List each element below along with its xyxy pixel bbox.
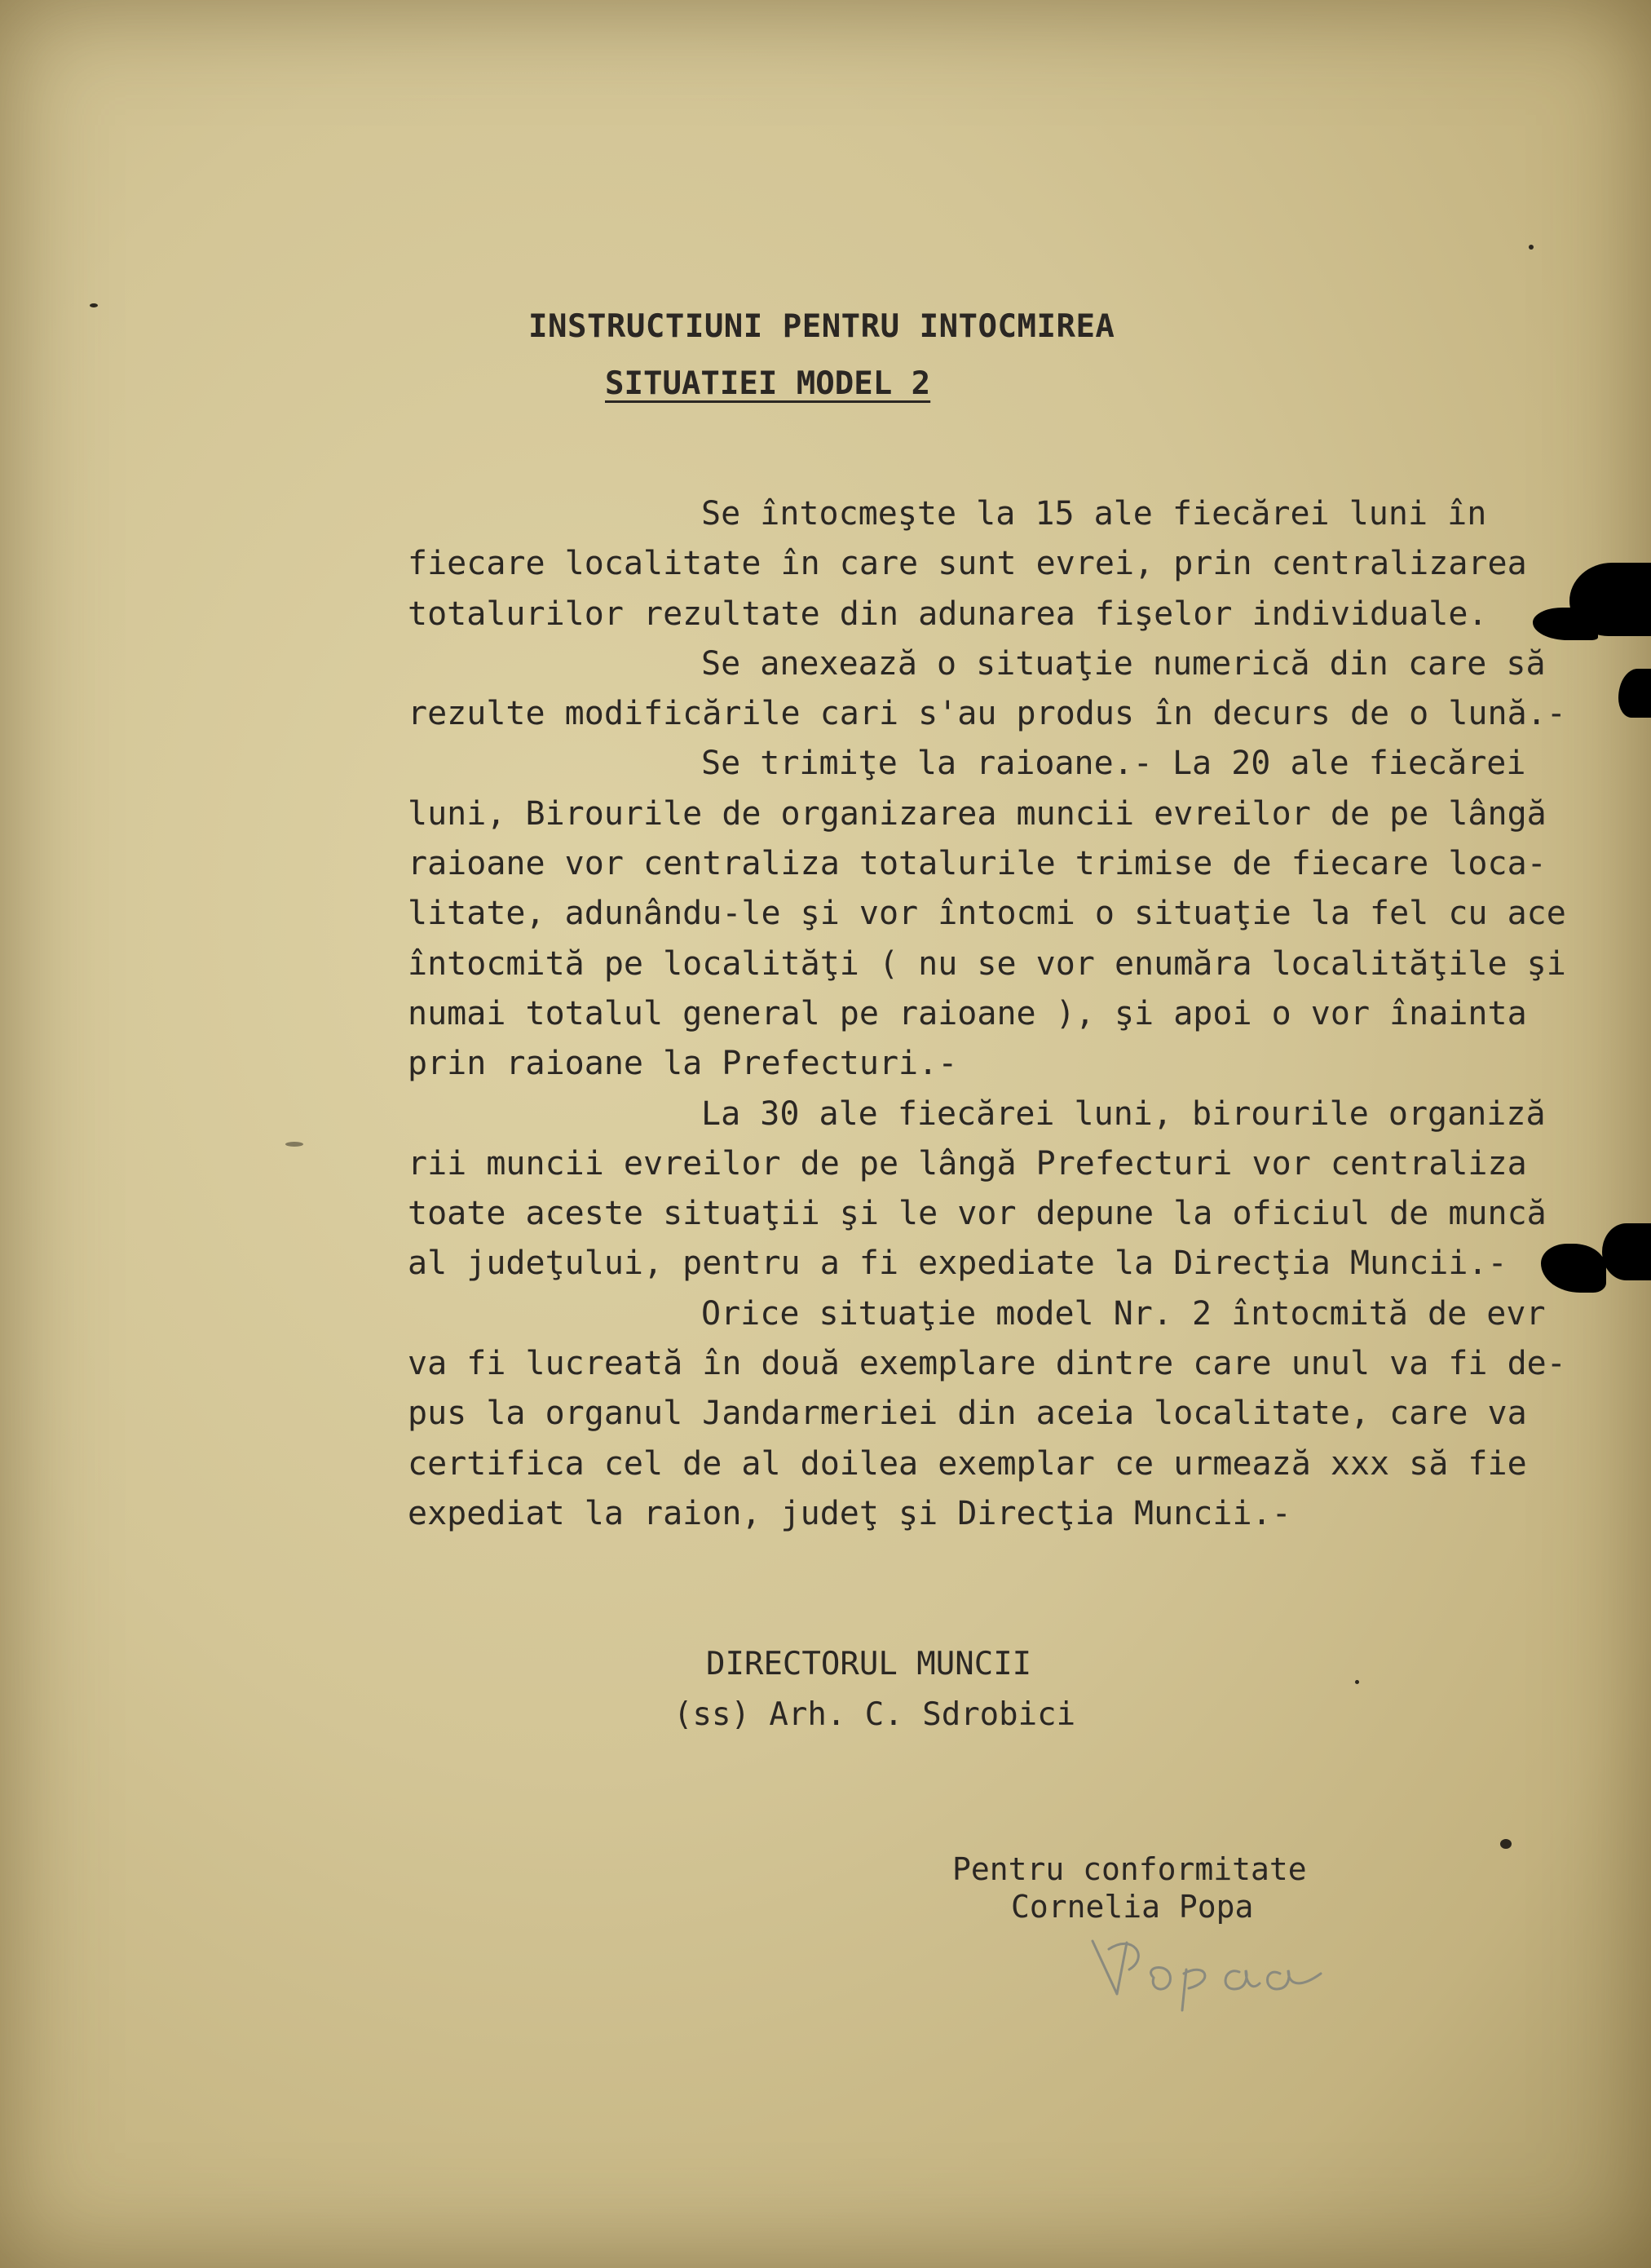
body-line: luni, Birourile de organizarea muncii evreilor de pe lângă — [408, 794, 1547, 833]
torn-edge — [1602, 1223, 1651, 1280]
body-line: Se întocmeşte la 15 ale fiecărei luni în — [701, 495, 1487, 533]
body-line: totalurilor rezultate din adunarea fişelor individuale. — [408, 595, 1488, 633]
body-line: expediat la raion, judeţ şi Direcţia Muncii.- — [408, 1494, 1291, 1532]
body-line: rezulte modificările cari s'au produs în decurs de o lună.- — [408, 695, 1566, 733]
body-line: Se trimiţe la raioane.- La 20 ale fiecărei — [701, 745, 1526, 783]
body-line: Se anexează o situaţie numerică din care să — [701, 644, 1546, 683]
body-line: prin raioane la Prefecturi.- — [408, 1045, 958, 1083]
body-line: fiecare localitate în care sunt evrei, prin centralizarea — [408, 545, 1527, 583]
body-line: Orice situaţie model Nr. 2 întocmită de evr — [701, 1294, 1546, 1333]
signature-name: (ss) Arh. C. Sdrobici — [673, 1696, 1076, 1733]
body-line: numai totalul general pe raioane ), şi apoi o vor înainta — [408, 994, 1527, 1032]
body-line: certifica cel de al doilea exemplar ce urmează xxx să fie — [408, 1444, 1527, 1483]
conformity-label: Pentru conformitate — [952, 1851, 1307, 1887]
body-line: va fi lucreată în două exemplare dintre care unul va fi de- — [408, 1345, 1566, 1383]
document-body — [408, 489, 1565, 1539]
handwritten-signature — [1084, 1925, 1362, 2014]
body-line: La 30 ale fiecărei luni, birourile organiză — [701, 1094, 1546, 1133]
body-line: pus la organul Jandarmeriei din aceia localitate, care va — [408, 1395, 1527, 1433]
document-subtitle: SITUATIEI MODEL 2 — [605, 365, 931, 402]
ink-speck — [1355, 1680, 1359, 1684]
ink-speck — [285, 1142, 303, 1147]
signature-title: DIRECTORUL MUNCII — [706, 1646, 1032, 1682]
ink-speck — [90, 303, 98, 307]
torn-edge — [1618, 669, 1651, 718]
body-line: al judeţului, pentru a fi expediate la Direcţia Muncii.- — [408, 1245, 1508, 1283]
body-line: litate, adunându-le şi vor întocmi o situaţie la fel cu ace — [408, 895, 1566, 933]
ink-speck — [1529, 245, 1534, 250]
document-title: INSTRUCTIUNI PENTRU INTOCMIREA — [528, 308, 1115, 345]
body-line: toate aceste situaţii şi le vor depune la oficiul de muncă — [408, 1195, 1547, 1233]
ink-speck — [1500, 1839, 1512, 1849]
conformity-name: Cornelia Popa — [1011, 1889, 1254, 1925]
body-line: întocmită pe localităţi ( nu se vor enumăra localităţile şi — [408, 944, 1566, 983]
body-line: rii muncii evreilor de pe lângă Prefecturi vor centraliza — [408, 1144, 1527, 1183]
body-line: raioane vor centraliza totalurile trimise de fiecare loca- — [408, 845, 1547, 883]
